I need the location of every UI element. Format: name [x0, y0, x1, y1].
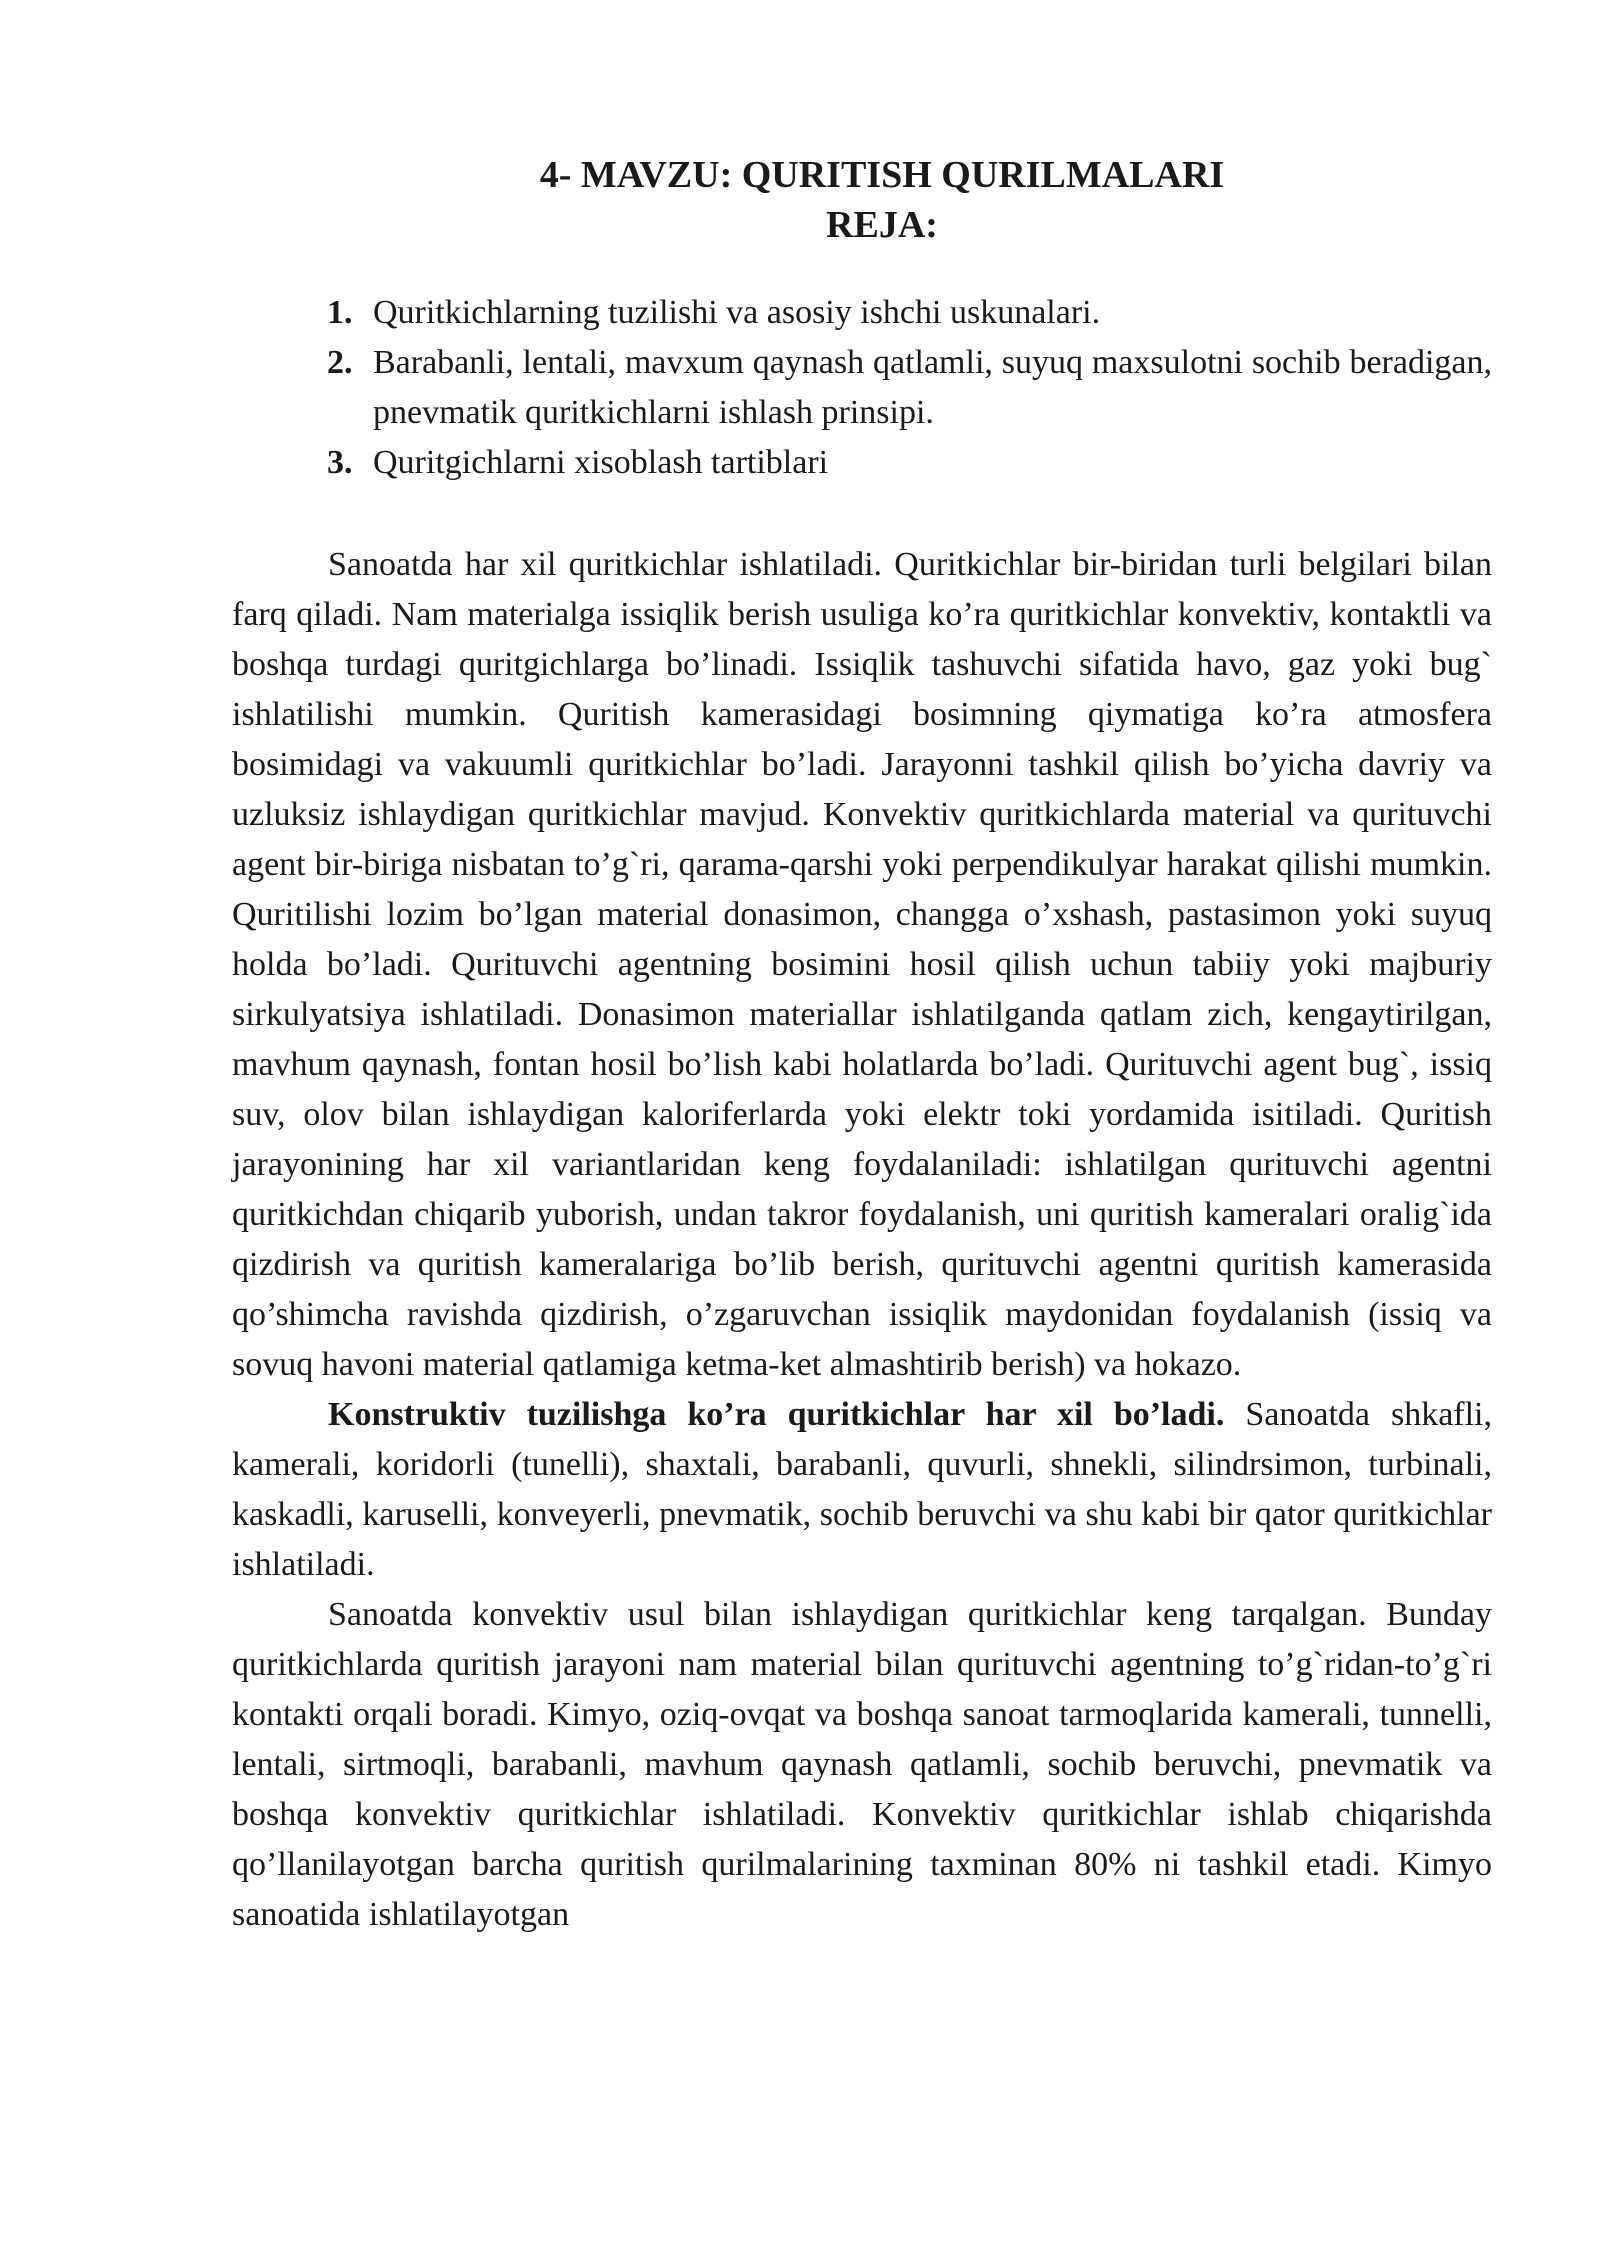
plan-item [327, 438, 1492, 488]
plan-heading: REJA: [826, 204, 938, 246]
document-page [232, 150, 1492, 1940]
paragraph-convective: Sanoatda konvektiv usul bilan ishlaydigan quritkichlar keng tarqalgan. Bunday quritkichlarda quritish jarayoni nam material bilan qurituvchi agentning to’g`ridan-to’g`ri kontakti orqali boradi. Kimyo, oziq-ovqat va boshqa sanoat tarmoqlarida kamerali, tunnelli, lentali, sirtmoqli, barabanli, mavhum qaynash qatlamli, sochib beruvchi, pnevmatik va boshqa konvektiv quritkichlar ishlatiladi. Konvektiv quritkichlar ishlab chiqarishda qo’llanilayotgan barcha quritish qurilmalarining taxminan 80% ni tashkil etadi. Kimyo sanoatida ishlatilayotgan [232, 1596, 1492, 1933]
plan-item [327, 288, 1492, 338]
plan-item-text: Quritkichlarning tuzilishi va asosiy ishchi uskunalari. [373, 294, 1101, 331]
page-title [232, 150, 1492, 250]
plan-item-text: Quritgichlarni xisoblash tartiblari [373, 444, 829, 481]
plan-item-text: Barabanli, lentali, mavxum qaynash qatlamli, suyuq maxsulotni sochib beradigan, pnevmatik quritkichlarni ishlash prinsipi. [373, 344, 1492, 431]
plan-item-number: 2. [327, 344, 353, 381]
paragraph-construction [232, 1390, 1492, 1590]
paragraph-construction-text: Sanoatda shkafli, kamerali, koridorli (tunelli), shaxtali, barabanli, quvurli, shnekli, silindrsimon, turbinali, kaskadli, karuselli, konveyerli, pnevmatik, sochib beruvchi va shu kabi bir qator quritkichlar ishlatiladi. [232, 1396, 1493, 1583]
plan-item [327, 338, 1492, 438]
plan-list [232, 288, 1492, 488]
topic-heading: 4- MAVZU: QURITISH QURILMALARI [539, 154, 1225, 196]
plan-item-number: 1. [327, 294, 353, 331]
paragraph-lead-bold: Konstruktiv tuzilishga ko’ra quritkichlar har xil bo’ladi. [328, 1396, 1225, 1433]
paragraph-dryer-types: Sanoatda har xil quritkichlar ishlatiladi. Quritkichlar bir-biridan turli belgilari bilan farq qiladi. Nam materialga issiqlik berish usuliga ko’ra quritkichlar konvektiv, kontaktli va boshqa turdagi quritgichlarga bo’linadi. Issiqlik tashuvchi sifatida havo, gaz yoki bug` ishlatilishi mumkin. Quritish kamerasidagi bosimning qiymatiga ko’ra atmosfera bosimidagi va vakuumli quritkichlar bo’ladi. Jarayonni tashkil qilish bo’yicha davriy va uzluksiz ishlaydigan quritkichlar mavjud. Konvektiv quritkichlarda material va qurituvchi agent bir-biriga nisbatan to’g`ri, qarama-qarshi yoki perpendikulyar harakat qilishi mumkin. Quritilishi lozim bo’lgan material donasimon, changga o’xshash, pastasimon yoki suyuq holda bo’ladi. Qurituvchi agentning bosimini hosil qilish uchun tabiiy yoki majburiy sirkulyatsiya ishlatiladi. Donasimon materiallar ishlatilganda qatlam zich, kengaytirilgan, mavhum qaynash, fontan hosil bo’lish kabi holatlarda bo’ladi. Qurituvchi agent bug`, issiq suv, olov bilan ishlaydigan kaloriferlarda yoki elektr toki yordamida isitiladi. Quritish jarayonining har xil variantlaridan keng foydalaniladi: ishlatilgan qurituvchi agentni quritkichdan chiqarib yuborish, undan takror foydalanish, uni quritish kameralari oralig`ida qizdirish va quritish kameralariga bo’lib berish, qurituvchi agentni quritish kamerasida qo’shimcha ravishda qizdirish, o’zgaruvchan issiqlik maydonidan foydalanish (issiq va sovuq havoni material qatlamiga ketma-ket almashtirib berish) va hokazo. [232, 546, 1492, 1383]
plan-item-number: 3. [327, 444, 353, 481]
